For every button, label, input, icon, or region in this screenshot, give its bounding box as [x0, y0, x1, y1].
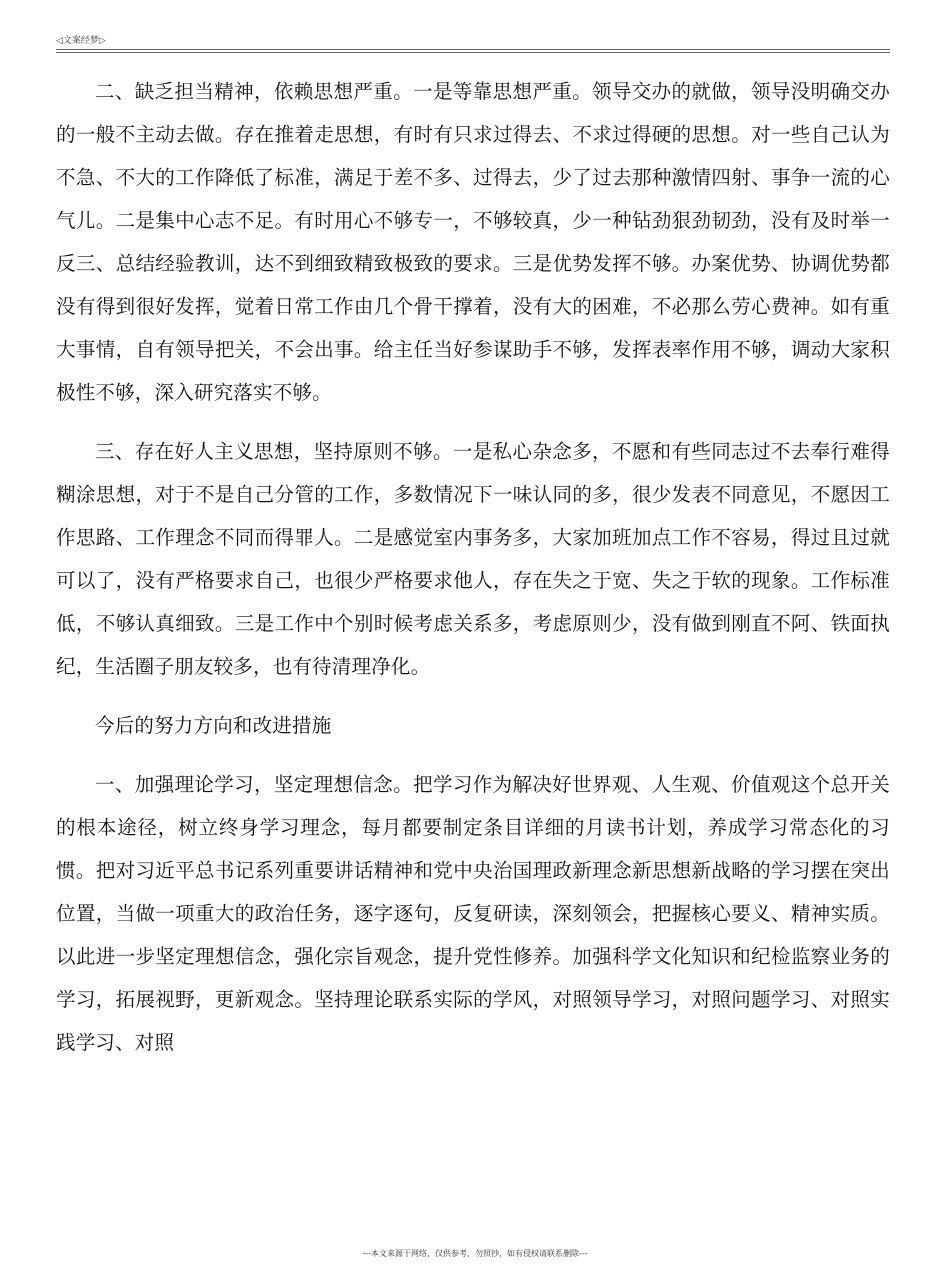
header-rule-bottom: [56, 52, 890, 53]
section-heading-improvement: 今后的努力方向和改进措施: [95, 714, 332, 737]
paragraph-responsibility: 二、缺乏担当精神，依赖思想严重。一是等靠思想严重。领导交办的就做，领导没明确交办的一般不主动去做。存在推着走思想，有时有只求过得去、不求过得硬的思想。对一些自己认为不急、不大的工作降低了标准，满足于差不多、过得去，少了过去那种激情四射、事争一流的心气儿。二是集中心志不足。有时用心不够专一，不够较真，少一种钻劲狠劲韧劲，没有及时举一反三、总结经验教训，达不到细致精致极致的要求。三是优势发挥不够。办案优势、协调优势都没有得到很好发挥，觉着日常工作由几个骨干撑着，没有大的困难，不必那么劳心费神。如有重大事情，自有领导把关，不会出事。给主任当好参谋助手不够，发挥表率作用不够，调动大家积极性不够，深入研究落实不够。: [56, 80, 890, 404]
page-header: [56, 36, 890, 50]
header-label: ◁文案经梦▷: [56, 36, 106, 46]
paragraph-theory-study: 一、加强理论学习，坚定理想信念。把学习作为解决好世界观、人生观、价值观这个总开关的根本途径，树立终身学习理念，每月都要制定条目详细的月读书计划，养成学习常态化的习惯。把对习近平总书记系列重要讲话精神和党中央治国理政新理念新思想新战略的学习摆在突出位置，当做一项重大的政治任务，逐字逐句，反复研读，深刻领会，把握核心要义、精神实质。以此进一步坚定理想信念，强化宗旨观念，提升党性修养。加强科学文化知识和纪检监察业务的学习，拓展视野，更新观念。坚持理论联系实际的学风，对照领导学习，对照问题学习、对照实践学习、对照: [56, 773, 890, 1054]
page-footer-disclaimer: ---本文来源于网络，仅供参考，勿照抄，如有侵权请联系删除---: [362, 1249, 588, 1258]
header-rule-top: [56, 49, 890, 50]
paragraph-principles: 三、存在好人主义思想，坚持原则不够。一是私心杂念多，不愿和有些同志过不去奉行难得糊涂思想，对于不是自己分管的工作，多数情况下一味认同的多，很少发表不同意见，不愿因工作思路、工作理念不同而得罪人。二是感觉室内事务多，大家加班加点工作不容易，得过且过就可以了，没有严格要求自己，也很少严格要求他人，存在失之于宽、失之于软的现象。工作标准低，不够认真细致。三是工作中个别时候考虑关系多，考虑原则少，没有做到刚直不阿、铁面执纪，生活圈子朋友较多，也有待清理净化。: [56, 440, 890, 678]
document-body: [56, 70, 890, 1064]
